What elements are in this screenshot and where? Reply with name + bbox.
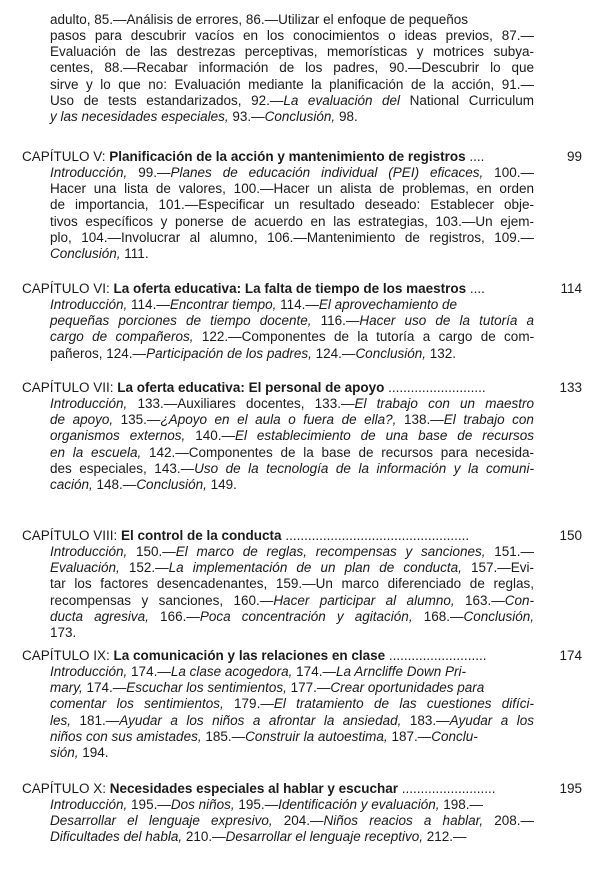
- leader-dots: ..........................: [385, 648, 487, 663]
- toc-line: pañeros, 124.—Participación de los padres, 124.—Conclusión, 132.: [50, 345, 457, 361]
- toc-line: tar los factores desencadenantes, 159.—Un marco diferenciado de reglas,: [50, 576, 534, 592]
- chapter-page-number: 174: [559, 648, 582, 663]
- toc-line: recompensas y sanciones, 160.—Hacer participar al alumno, 163.—Con-: [50, 592, 535, 608]
- toc-line: 173.: [50, 624, 77, 640]
- toc-line: Hacer una lista de valores, 100.—Hacer un alista de problemas, en orden: [50, 181, 534, 197]
- toc-line: adulto, 85.—Análisis de errores, 86.—Utilizar el enfoque de pequeños: [50, 12, 468, 27]
- chapter-page-number: 99: [566, 149, 582, 164]
- toc-line: comentar los sentimientos, 179.—El tratamiento de las cuestiones difíci-: [50, 696, 535, 712]
- toc-line: Introducción, 174.—La clase acogedora, 174.—La Arncliffe Down Pri-: [50, 664, 466, 680]
- leader-dots: ....: [466, 281, 485, 296]
- toc-line: ducta agresiva, 166.—Poca concentración y agitación, 168.—Conclusión,: [50, 608, 535, 624]
- toc-line: organismos externos, 140.—El establecimiento de una base de recursos: [50, 428, 535, 444]
- toc-line: plo, 104.—Involucrar al alumno, 106.—Mantenimiento de registros, 109.—: [50, 229, 534, 245]
- chapter-heading-cap8: [22, 528, 469, 544]
- toc-line: pasos para descubrir vacíos en los conocimientos o ideas previos, 87.—: [50, 28, 534, 44]
- toc-line: Introducción, 114.—Encontrar tiempo, 114.—El aprovechamiento de: [50, 297, 458, 313]
- toc-line: Introducción, 195.—Dos niños, 195.—Identificación y evaluación, 198.—: [50, 797, 484, 813]
- chapter-label: CAPÍTULO IX:: [22, 648, 114, 663]
- chapter-label: CAPÍTULO VI:: [22, 281, 114, 296]
- toc-line: Evaluación de las destrezas perceptivas, memorísticas y motrices subya-: [50, 44, 535, 60]
- toc-line: centes, 88.—Recabar información de los padres, 90.—Descubrir lo que: [50, 60, 535, 76]
- leader-dots: .................................................: [281, 528, 470, 543]
- toc-line: de importancia, 101.—Especificar un resultado deseado: Establecer obje-: [50, 197, 534, 213]
- chapter-page-number: 133: [559, 380, 582, 395]
- toc-line: de apoyo, 135.—¿Apoyo en el aula o fuera de ella?, 138.—El trabajo con: [50, 412, 534, 428]
- toc-line: Introducción, 150.—El marco de reglas, recompensas y sanciones, 151.—: [50, 544, 534, 560]
- chapter-title: Necesidades especiales al hablar y escuchar: [109, 781, 398, 796]
- chapter-title: La oferta educativa: La falta de tiempo de los maestros: [113, 281, 467, 296]
- toc-line: cargo de compañeros, 122.—Componentes de la tutoría a cargo de com-: [50, 329, 535, 345]
- toc-line: mary, 174.—Escuchar los sentimientos, 177.—Crear oportunidades para: [50, 680, 485, 696]
- chapter-title: Planificación de la acción y mantenimiento de registros: [109, 149, 466, 164]
- chapter-heading-cap9: [22, 648, 486, 664]
- chapter-heading-cap10: [22, 781, 496, 797]
- chapter-page-number: 114: [560, 281, 582, 296]
- toc-line: pequeñas porciones de tiempo docente, 116.—Hacer uso de la tutoría a: [50, 313, 534, 329]
- chapter-label: CAPÍTULO VII:: [22, 380, 118, 395]
- chapter-heading-cap6: [22, 281, 485, 297]
- toc-line: des especiales, 143.—Uso de la tecnología de la información y la comuni-: [50, 460, 535, 476]
- toc-line: niños con sus amistades, 185.—Construir la autoestima, 187.—Conclu-: [50, 728, 478, 744]
- toc-line: y las necesidades especiales, 93.—Conclusión, 98.: [50, 108, 358, 124]
- toc-line: tivos específicos y ponerse de acuerdo en las estrategias, 103.—Un ejem-: [50, 213, 534, 229]
- chapter-heading-cap7: [22, 380, 486, 396]
- chapter-label: CAPÍTULO V:: [22, 149, 110, 164]
- chapter-label: CAPÍTULO VIII:: [22, 528, 122, 543]
- toc-line: sión, 194.: [50, 744, 109, 760]
- toc-line: Introducción, 133.—Auxiliares docentes, 133.—El trabajo con un maestro: [50, 396, 535, 412]
- toc-line: Evaluación, 152.—La implementación de un plan de conducta, 157.—Evi-: [50, 560, 535, 576]
- chapter-label: CAPÍTULO X:: [22, 781, 110, 796]
- toc-line: Desarrollar el lenguaje expresivo, 204.—Niños reacios a hablar, 208.—: [50, 813, 535, 829]
- toc-line: sirve y lo que no: Evaluación mediante la planificación de la acción, 91.—: [50, 76, 535, 92]
- chapter-page-number: 195: [559, 781, 582, 796]
- toc-line: en la escuela, 142.—Componentes de la base de recursos para necesida-: [50, 444, 534, 460]
- toc-line: Dificultades del habla, 210.—Desarrollar el lenguaje receptivo, 212.—: [50, 829, 467, 845]
- chapter-heading-cap5: [22, 149, 484, 165]
- toc-line: cación, 148.—Conclusión, 149.: [50, 476, 237, 492]
- leader-dots: ..........................: [384, 380, 486, 395]
- chapter-title: La oferta educativa: El personal de apoyo: [117, 380, 385, 395]
- chapter-title: La comunicación y las relaciones en clase: [113, 648, 386, 663]
- toc-line: Conclusión, 111.: [50, 245, 149, 261]
- toc-line: Introducción, 99.—Planes de educación individual (PEI) eficaces, 100.—: [50, 165, 534, 181]
- chapter-page-number: 150: [559, 528, 582, 543]
- chapter-title: El control de la conducta: [121, 528, 282, 543]
- toc-line: les, 181.—Ayudar a los niños a afrontar la ansiedad, 183.—Ayudar a los: [50, 712, 534, 728]
- leader-dots: ....: [465, 149, 485, 164]
- leader-dots: .........................: [397, 781, 496, 796]
- toc-line: Uso de tests estandarizados, 92.—La evaluación del National Curriculum: [50, 92, 534, 108]
